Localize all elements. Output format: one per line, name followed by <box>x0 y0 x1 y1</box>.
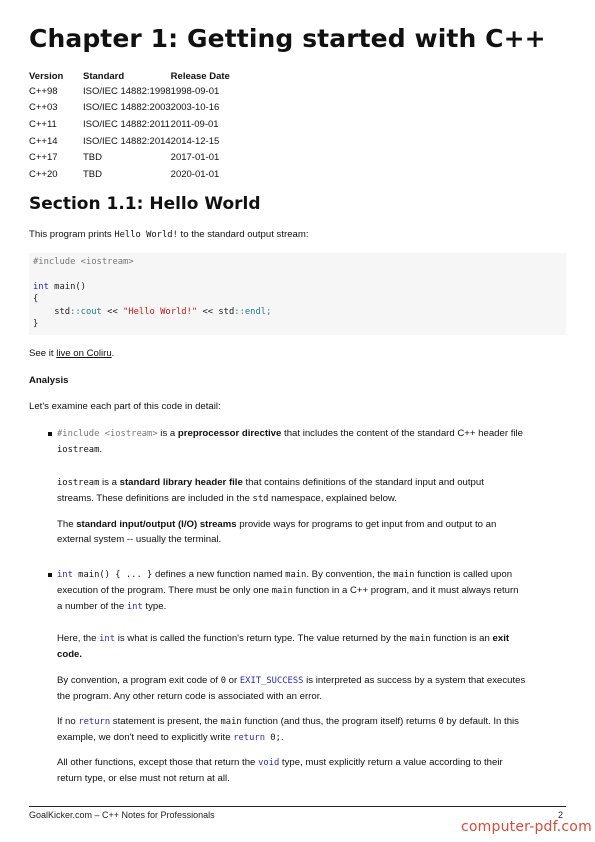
no-return-text: If no <box>57 716 79 727</box>
streams-paragraph <box>57 517 572 547</box>
see-it-paragraph <box>29 346 114 361</box>
footer-title: GoalKicker.com – C++ Notes for Professionals <box>29 810 215 820</box>
inline-code: main <box>271 586 293 596</box>
page-number: 2 <box>558 810 564 820</box>
inline-code: int <box>126 602 143 612</box>
exit-code-text: or <box>226 675 240 686</box>
return-type-text: Here, the <box>57 633 100 644</box>
code-include: #include <iostream> <box>33 257 134 267</box>
streams-text: The <box>57 519 77 530</box>
exit-code-text: is interpreted as success by a system that executes <box>303 675 526 686</box>
table-row <box>29 83 251 100</box>
section-title: Section 1.1: Hello World <box>29 194 261 214</box>
void-paragraph <box>57 755 572 786</box>
code-text: } <box>33 319 39 330</box>
inline-code: #include <iostream> <box>57 429 158 439</box>
inline-code: iostream <box>57 445 100 455</box>
inline-code: iostream <box>57 478 100 488</box>
exit-code-text: By convention, a program exit code of <box>57 675 221 686</box>
code-text: ; <box>266 306 272 317</box>
bullet2-paragraph <box>57 567 572 615</box>
bullet2-text: execution of the program. There must be only one <box>57 585 272 596</box>
table-cell: 1998-09-01 <box>170 85 220 97</box>
examine-paragraph: Let's examine each part of this code in detail: <box>29 401 221 412</box>
iostream-text: that contains definitions of the standard input and output <box>242 477 484 488</box>
return-type-text: is what is called the function's return type. The value returned by the <box>115 633 410 644</box>
intro-text: to the standard output stream: <box>177 229 309 240</box>
streams-text: external system -- usually the terminal. <box>57 534 222 545</box>
bold-term: code. <box>57 649 83 660</box>
bullet1-text: is a <box>157 428 178 439</box>
inline-code: 0; <box>265 733 281 743</box>
intro-text: This program prints <box>29 229 115 240</box>
analysis-heading: Analysis <box>29 375 69 386</box>
inline-code: void <box>258 758 280 768</box>
versions-table <box>29 69 251 183</box>
bold-term: standard library header file <box>119 477 243 488</box>
table-cell: ISO/IEC 14882:1998 <box>83 85 171 97</box>
no-return-text: function (and thus, the program itself) returns <box>241 716 439 727</box>
code-string: "Hello World!" <box>123 306 198 317</box>
code-identifier: endl <box>244 306 267 317</box>
table-cell: 2011-09-01 <box>170 118 219 130</box>
code-identifier: cout <box>80 306 102 317</box>
bullet1-text: . <box>99 444 103 455</box>
iostream-text: is a <box>99 477 120 488</box>
intro-paragraph <box>29 227 309 243</box>
inline-code: main <box>409 634 431 644</box>
code-scope: :: <box>70 306 81 317</box>
code-text: std <box>54 306 71 317</box>
iostream-paragraph <box>57 475 572 507</box>
see-it-text: . <box>111 348 115 359</box>
bullet2-text: type. <box>142 601 167 612</box>
table-cell: 2014-12-15 <box>170 135 220 147</box>
table-cell: 2003-10-16 <box>170 102 220 114</box>
code-scope: :: <box>234 306 245 317</box>
table-cell: C++14 <box>29 135 58 147</box>
table-header-version: Version <box>29 70 64 82</box>
inline-code: int <box>57 570 73 580</box>
table-cell: C++11 <box>29 118 57 130</box>
bullet2-text: a number of the <box>57 601 127 612</box>
table-header-row <box>29 69 251 83</box>
bullet2-text: defines a new function named <box>152 569 286 580</box>
code-indent <box>33 307 54 317</box>
inline-code: EXIT_SUCCESS <box>239 676 304 686</box>
bullet2-text: . By convention, the <box>306 569 394 580</box>
bullet-marker <box>48 432 52 436</box>
void-text: type, must explicitly return a value according to their <box>279 757 503 768</box>
bold-term: preprocessor directive <box>177 428 282 439</box>
exit-code-text: the program. Any other return code is associated with an error. <box>57 691 323 702</box>
inline-code: 0 <box>438 717 444 727</box>
inline-code: std <box>252 494 269 504</box>
inline-code: Hello World! <box>114 230 178 240</box>
streams-text: provide ways for programs to get input from and output to an <box>236 519 497 530</box>
code-text: std <box>218 306 235 317</box>
table-cell: 2017-01-01 <box>170 152 220 164</box>
inline-code: main <box>285 570 307 580</box>
inline-code: main() { ... } <box>72 570 153 580</box>
table-row <box>29 133 251 150</box>
bullet-marker <box>48 573 52 577</box>
table-row <box>29 149 251 166</box>
bold-term: exit <box>492 633 510 644</box>
code-operator: << <box>197 306 219 317</box>
inline-code: main <box>393 570 415 580</box>
table-header-standard: Standard <box>83 70 125 82</box>
table-row <box>29 100 251 117</box>
footer-divider <box>29 806 566 807</box>
void-text: All other functions, except those that return the <box>57 757 259 768</box>
table-row <box>29 116 251 133</box>
table-cell: C++03 <box>29 102 58 114</box>
bullet1-text: that includes the content of the standard C++ header file <box>281 428 523 439</box>
table-cell: ISO/IEC 14882:2003 <box>83 102 171 114</box>
watermark: computer-pdf.com <box>461 819 592 835</box>
inline-code: return <box>233 733 265 743</box>
iostream-text: namespace, explained below. <box>268 493 397 504</box>
table-row <box>29 166 251 183</box>
code-keyword: int <box>33 281 49 292</box>
table-cell: TBD <box>83 168 102 180</box>
no-return-text: statement is present, the <box>110 716 221 727</box>
code-operator: << <box>101 306 124 317</box>
table-cell: C++17 <box>29 152 58 164</box>
code-text: main() <box>48 281 86 292</box>
see-it-text: See it <box>29 348 57 359</box>
inline-code: return <box>78 717 111 727</box>
return-type-text: function is an <box>430 633 493 644</box>
table-cell: C++98 <box>29 85 58 97</box>
return-type-paragraph <box>57 631 572 662</box>
table-cell: TBD <box>83 152 102 164</box>
inline-code: 0 <box>220 676 227 686</box>
no-return-paragraph <box>57 714 572 746</box>
table-cell: ISO/IEC 14882:2014 <box>83 135 171 147</box>
inline-code: main <box>220 717 242 727</box>
bullet1-paragraph <box>57 426 572 458</box>
table-cell: C++20 <box>29 168 58 180</box>
no-return-text: by default. In this <box>443 716 519 727</box>
table-cell: ISO/IEC 14882:2011 <box>83 118 170 130</box>
inline-code: int <box>99 634 116 644</box>
bold-term: standard input/output (I/O) streams <box>76 519 237 530</box>
bullet2-text: function is called upon <box>414 569 513 580</box>
table-cell: 2020-01-01 <box>170 168 220 180</box>
code-block <box>29 253 566 335</box>
no-return-text: . <box>280 732 284 743</box>
exit-code-paragraph <box>57 673 572 704</box>
void-text: return type, or else must not return at all. <box>57 773 230 784</box>
no-return-text: example, we don't need to explicitly write <box>57 732 234 743</box>
coliru-link[interactable]: live on Coliru <box>56 348 112 359</box>
code-text: { <box>33 294 39 305</box>
iostream-text: streams. These definitions are included in the <box>57 493 253 504</box>
chapter-title: Chapter 1: Getting started with C++ <box>29 24 546 53</box>
table-header-release-date: Release Date <box>170 70 230 82</box>
bullet2-text: function in a C++ program, and it must always return <box>292 585 519 596</box>
